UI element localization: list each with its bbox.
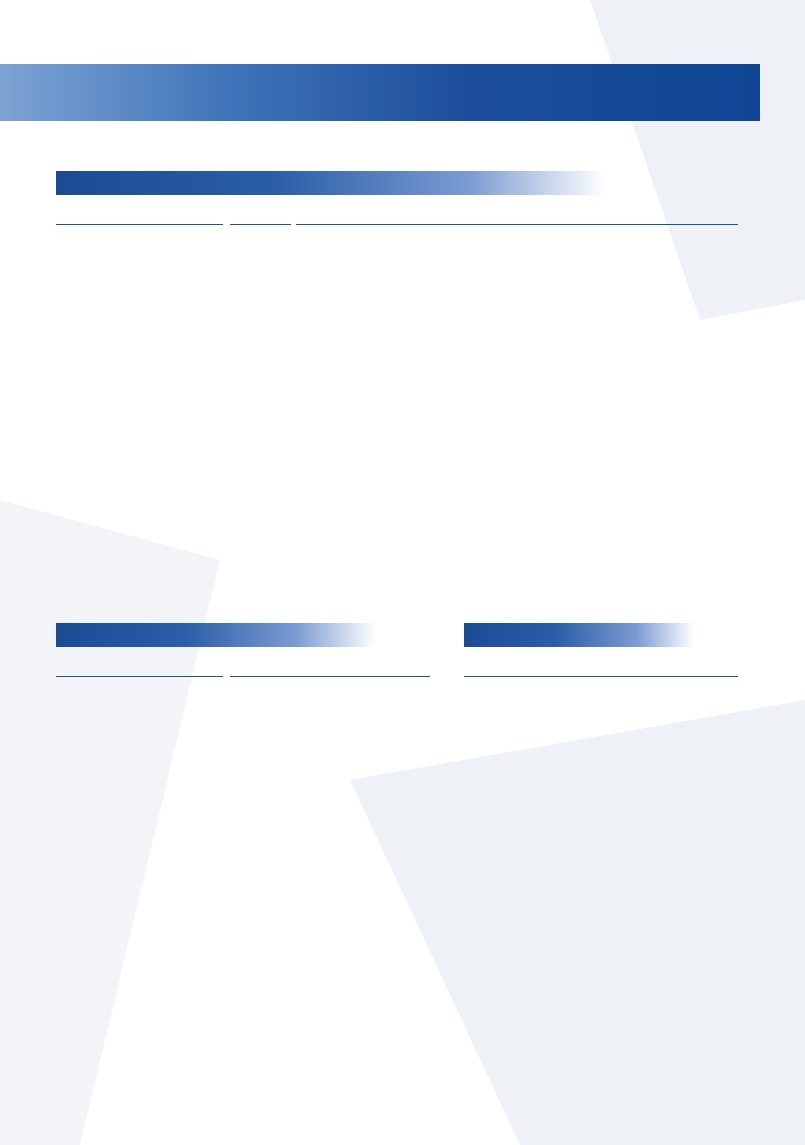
electric-section-title — [56, 623, 376, 647]
options-header — [464, 657, 738, 677]
header-band — [0, 64, 760, 121]
tech-section-title — [56, 171, 606, 195]
electric-header-param — [56, 657, 223, 677]
electric-header-row — [56, 657, 430, 677]
electric-header-value — [230, 657, 430, 677]
tech-header-row — [56, 205, 738, 225]
options-section-title — [464, 623, 694, 647]
tech-header-unit — [230, 205, 291, 225]
tech-header-param — [56, 205, 223, 225]
options-header-row — [464, 657, 738, 677]
tech-header-model — [296, 205, 738, 225]
